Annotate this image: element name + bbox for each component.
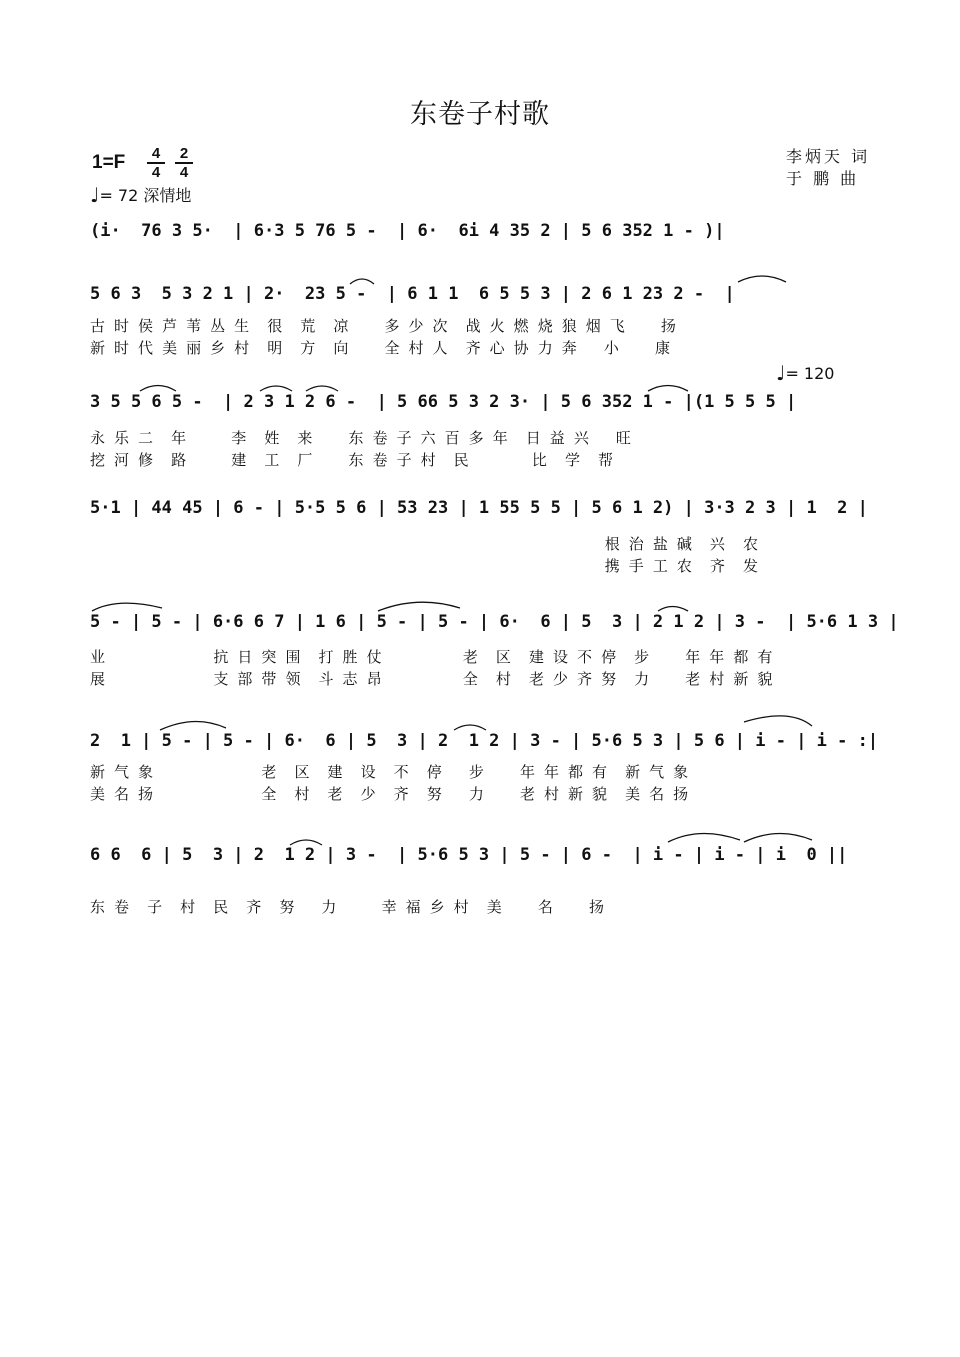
slur-mark <box>668 833 740 842</box>
time-signature-numerator: 4 <box>151 145 161 162</box>
lyric-verse-1: 东 卷 子 村 民 齐 努 力 幸 福 乡 村 美 名 扬 <box>90 898 604 916</box>
song-title: 东卷子村歌 <box>410 99 550 130</box>
notation-row: 3 5 5 6 5 - | 2 3 1 2 6 - | 5 66 5 3 2 3· | 5 6 352 1 - |(1 5 5 5 | <box>90 392 797 412</box>
slur-mark <box>744 833 812 842</box>
slur-mark <box>140 386 176 392</box>
slur-mark <box>744 716 812 726</box>
time-signature-numerator: 2 <box>179 145 189 162</box>
notation-row: 6 6 6 | 5 3 | 2 1 2 | 3 - | 5·6 5 3 | 5 - | 6 - | i - | i - | i 0 || <box>90 845 848 865</box>
time-signature-4-4 <box>147 146 165 180</box>
slur-mark <box>648 386 688 392</box>
notation-row: 2 1 | 5 - | 5 - | 6· 6 | 5 3 | 2 1 2 | 3 - | 5·6 5 3 | 5 6 | i - | i - :| <box>90 731 879 751</box>
tempo-change-marking <box>776 361 835 385</box>
lyric-verse-2: 新 时 代 美 丽 乡 村 明 方 向 全 村 人 齐 心 协 力 奔 小 康 <box>90 339 670 357</box>
notation-row: 5 - | 5 - | 6·6 6 7 | 1 6 | 5 - | 5 - | 6· 6 | 5 3 | 2 1 2 | 3 - | 5·6 1 3 | <box>90 612 899 632</box>
slur-mark <box>378 602 460 611</box>
lyric-verse-2: 展 支 部 带 领 斗 志 昂 全 村 老 少 齐 努 力 老 村 新 貌 <box>90 670 773 688</box>
slur-mark <box>92 603 162 611</box>
lyric-verse-1: 新 气 象 老 区 建 设 不 停 步 年 年 都 有 新 气 象 <box>90 763 689 781</box>
lyric-verse-1: 根 治 盐 碱 兴 农 <box>90 535 758 553</box>
slur-mark <box>260 386 292 391</box>
lyricist-credit: 李炳天 词 <box>786 147 871 166</box>
lyric-verse-2: 美 名 扬 全 村 老 少 齐 努 力 老 村 新 貌 美 名 扬 <box>90 785 689 803</box>
lyric-verse-2: 携 手 工 农 齐 发 <box>90 557 758 575</box>
quarter-note-icon: ♩ <box>776 361 786 385</box>
slur-mark <box>454 725 486 730</box>
quarter-note-icon: ♩ <box>90 183 100 207</box>
lyric-verse-1: 古 时 侯 芦 苇 丛 生 很 荒 凉 多 少 次 战 火 燃 烧 狼 烟 飞 扬 <box>90 317 676 335</box>
tempo-change-value: = 120 <box>785 364 835 383</box>
tempo-marking <box>90 183 191 206</box>
lyric-verse-1: 业 抗 日 突 围 打 胜 仗 老 区 建 设 不 停 步 年 年 都 有 <box>90 648 773 666</box>
notation-row: 5·1 | 44 45 | 6 - | 5·5 5 6 | 53 23 | 1 55 5 5 | 5 6 1 2) | 3·3 2 3 | 1 2 | <box>90 498 868 518</box>
time-signature-denominator: 4 <box>179 164 189 181</box>
notation-row: 5 6 3 5 3 2 1 | 2· 23 5 - | 6 1 1 6 5 5 3 | 2 6 1 23 2 - | <box>90 284 735 304</box>
key-signature: 1=F <box>92 152 126 173</box>
time-signature-2-4 <box>175 146 193 180</box>
expression-mark: 深情地 <box>143 186 192 205</box>
notation-row: (i· 76 3 5· | 6·3 5 76 5 - | 6· 6i 4 35 2 | 5 6 352 1 - )| <box>90 221 725 241</box>
slur-mark <box>160 721 226 730</box>
tempo-value: = 72 <box>99 186 139 205</box>
slur-mark <box>658 607 688 612</box>
slur-mark <box>738 276 786 282</box>
time-signature-denominator: 4 <box>151 164 161 181</box>
lyric-verse-2: 挖 河 修 路 建 工 厂 东 卷 子 村 民 比 学 帮 <box>90 451 614 469</box>
slur-mark <box>306 386 338 391</box>
lyric-verse-1: 永 乐 二 年 李 姓 来 东 卷 子 六 百 多 年 日 益 兴 旺 <box>90 429 631 447</box>
composer-credit: 于 鹏 曲 <box>786 169 860 188</box>
